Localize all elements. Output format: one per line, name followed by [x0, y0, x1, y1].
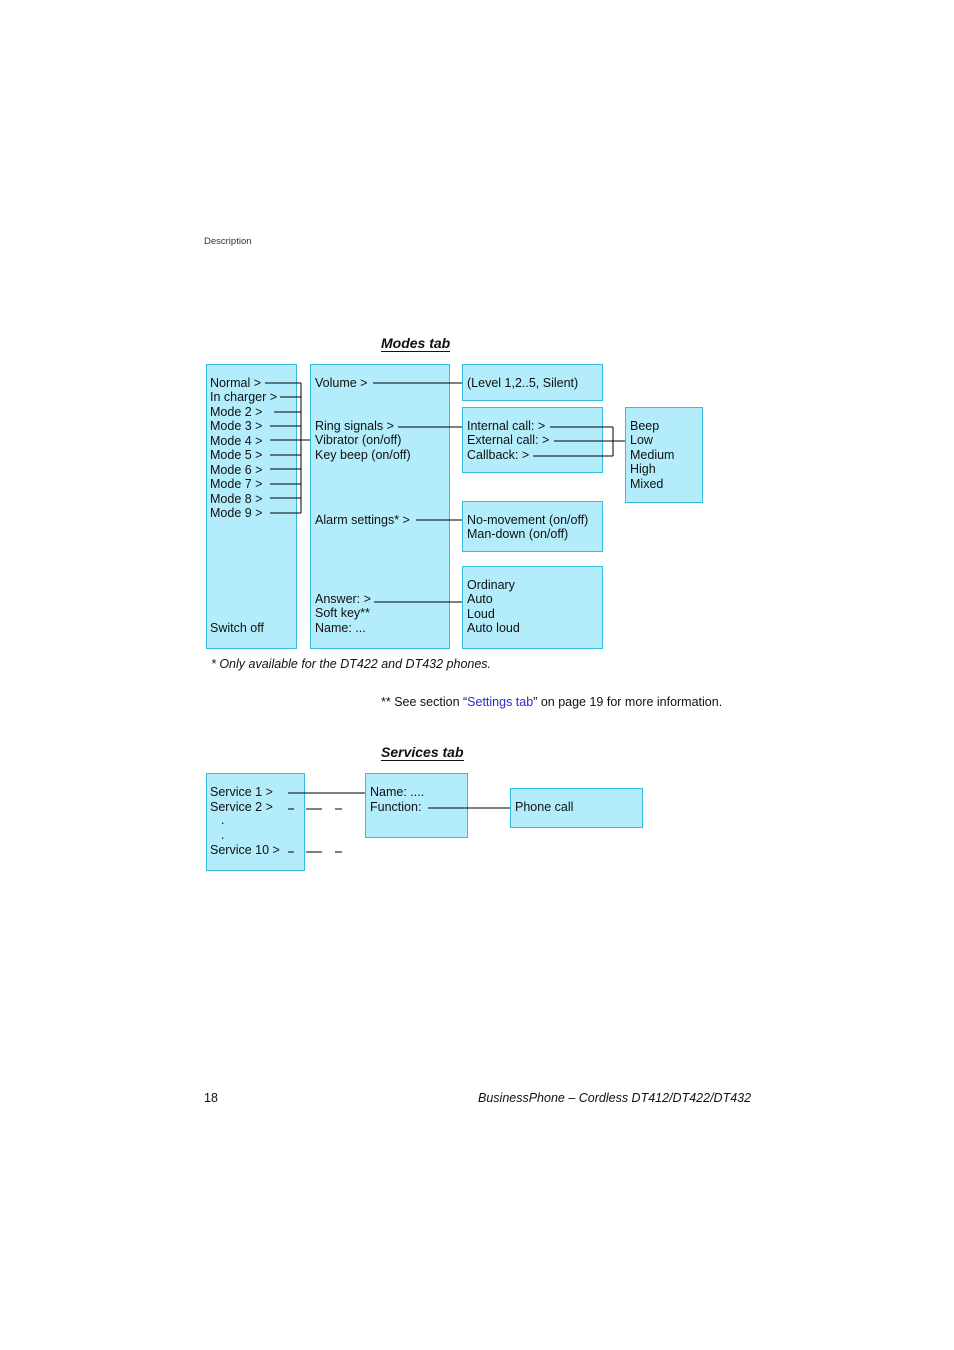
answer-auto-loud: Auto loud [467, 621, 520, 635]
document-title: BusinessPhone – Cordless DT412/DT422/DT432 [478, 1091, 752, 1105]
answer-ordinary: Ordinary [467, 578, 515, 592]
internal-call-label: Internal call: > [467, 419, 546, 433]
footnote-availability: * Only available for the DT422 and DT432 phones. [211, 657, 492, 671]
sound-low: Low [630, 433, 653, 447]
mode-list-item: Mode 5 > [210, 448, 263, 463]
ellipsis-dot-1: . [221, 813, 225, 827]
external-call-label: External call: > [467, 433, 550, 447]
service-10-label: Service 10 > [210, 843, 280, 857]
callback-label: Callback: > [467, 448, 530, 462]
phone-call-label: Phone call [515, 800, 574, 814]
sound-medium: Medium [630, 448, 675, 462]
answer-label: Answer: > [315, 592, 371, 606]
switch-off-label: Switch off [210, 621, 264, 635]
sound-mixed: Mixed [630, 477, 664, 491]
ring-signals-label: Ring signals > [315, 419, 394, 433]
mode-list-item: Mode 6 > [210, 462, 263, 477]
mode-list-item: Mode 9 > [210, 506, 263, 521]
mode-list-item: Mode 8 > [210, 491, 263, 506]
footnote-suffix: ” on page 19 for more information. [533, 695, 723, 709]
settings-tab-link[interactable]: Settings tab [467, 695, 534, 709]
service-2-label: Service 2 > [210, 800, 273, 814]
mode-list-item: Mode 3 > [210, 419, 263, 434]
mode-list-item: Mode 7 > [210, 477, 263, 492]
page-number: 18 [204, 1091, 218, 1105]
answer-auto: Auto [467, 592, 493, 606]
ellipsis-dot-2: . [221, 828, 225, 842]
volume-label: Volume > [315, 376, 368, 390]
service-function-label: Function: [370, 800, 422, 814]
sound-high: High [630, 462, 656, 476]
answer-loud: Loud [467, 607, 495, 621]
man-down-label: Man-down (on/off) [467, 527, 569, 541]
service-1-label: Service 1 > [210, 785, 273, 799]
section-header: Description [204, 236, 252, 247]
modes-tab-heading: Modes tab [381, 335, 451, 351]
mode-list-item: In charger > [210, 390, 278, 405]
footnote-prefix: ** See section “ [381, 695, 468, 709]
service-name-label: Name: .... [370, 785, 425, 799]
name-label: Name: ... [315, 621, 366, 635]
mode-list-item: Mode 2 > [210, 404, 263, 419]
services-tab-heading: Services tab [381, 744, 464, 760]
soft-key-label: Soft key** [315, 606, 370, 620]
mode-list-item: Normal > [210, 376, 262, 390]
no-movement-label: No-movement (on/off) [467, 513, 589, 527]
mode-list-item: Mode 4 > [210, 433, 263, 448]
volume-level-text: (Level 1,2..5, Silent) [467, 376, 579, 390]
sound-beep: Beep [630, 419, 660, 433]
alarm-settings-label: Alarm settings* > [315, 513, 410, 527]
key-beep-label: Key beep (on/off) [315, 448, 411, 462]
vibrator-label: Vibrator (on/off) [315, 433, 402, 447]
